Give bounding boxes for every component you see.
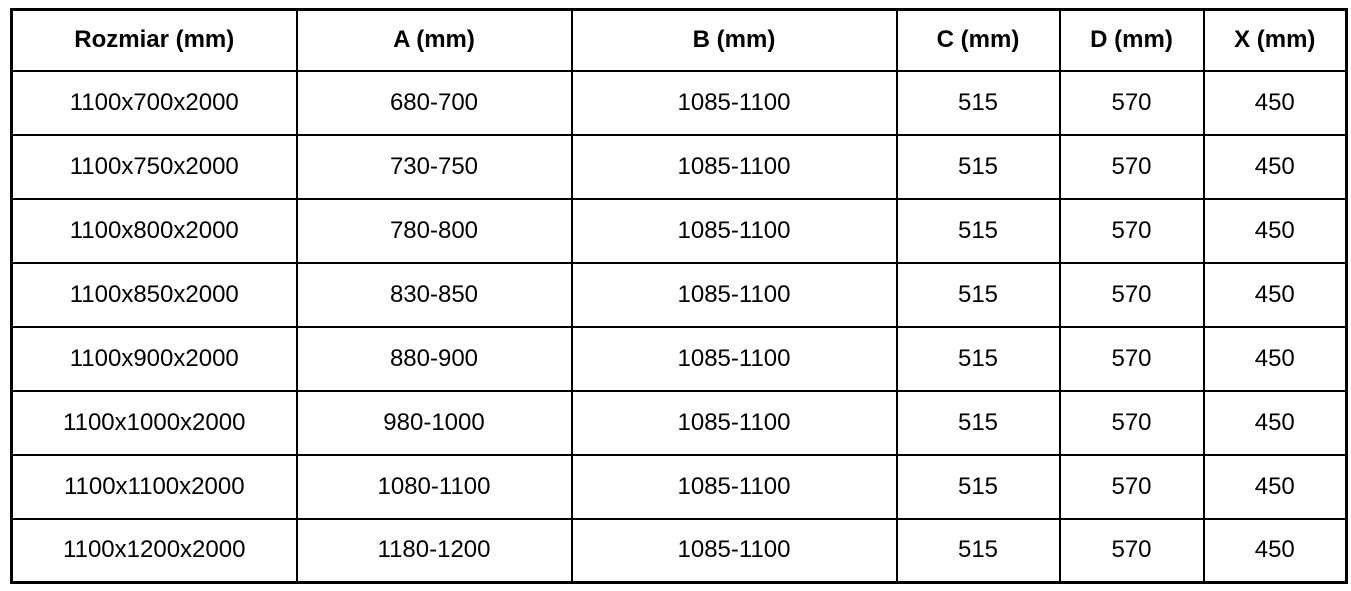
cell-a: 680-700 — [297, 71, 572, 135]
cell-x: 450 — [1204, 135, 1347, 199]
cell-b: 1085-1100 — [572, 391, 897, 455]
column-header-d: D (mm) — [1060, 10, 1204, 71]
cell-d: 570 — [1060, 455, 1204, 519]
column-header-x: X (mm) — [1204, 10, 1347, 71]
column-header-c: C (mm) — [897, 10, 1060, 71]
cell-x: 450 — [1204, 519, 1347, 583]
column-header-a: A (mm) — [297, 10, 572, 71]
cell-rozmiar: 1100x700x2000 — [12, 71, 297, 135]
size-table — [10, 8, 1348, 584]
cell-d: 570 — [1060, 199, 1204, 263]
header-row — [12, 10, 1347, 71]
cell-rozmiar: 1100x750x2000 — [12, 135, 297, 199]
table-row — [12, 455, 1347, 519]
cell-b: 1085-1100 — [572, 327, 897, 391]
cell-b: 1085-1100 — [572, 199, 897, 263]
cell-a: 780-800 — [297, 199, 572, 263]
cell-x: 450 — [1204, 327, 1347, 391]
cell-x: 450 — [1204, 263, 1347, 327]
cell-rozmiar: 1100x900x2000 — [12, 327, 297, 391]
table-row — [12, 263, 1347, 327]
cell-d: 570 — [1060, 71, 1204, 135]
table-row — [12, 391, 1347, 455]
cell-b: 1085-1100 — [572, 263, 897, 327]
cell-d: 570 — [1060, 391, 1204, 455]
cell-d: 570 — [1060, 327, 1204, 391]
cell-x: 450 — [1204, 455, 1347, 519]
cell-d: 570 — [1060, 263, 1204, 327]
cell-a: 1180-1200 — [297, 519, 572, 583]
table-row — [12, 199, 1347, 263]
cell-c: 515 — [897, 391, 1060, 455]
cell-c: 515 — [897, 263, 1060, 327]
cell-x: 450 — [1204, 199, 1347, 263]
cell-c: 515 — [897, 327, 1060, 391]
cell-a: 1080-1100 — [297, 455, 572, 519]
cell-rozmiar: 1100x1000x2000 — [12, 391, 297, 455]
cell-c: 515 — [897, 199, 1060, 263]
cell-b: 1085-1100 — [572, 455, 897, 519]
cell-a: 880-900 — [297, 327, 572, 391]
cell-a: 830-850 — [297, 263, 572, 327]
cell-c: 515 — [897, 71, 1060, 135]
column-header-rozmiar: Rozmiar (mm) — [12, 10, 297, 71]
column-header-b: B (mm) — [572, 10, 897, 71]
table-row — [12, 135, 1347, 199]
cell-c: 515 — [897, 455, 1060, 519]
cell-rozmiar: 1100x800x2000 — [12, 199, 297, 263]
table-row — [12, 71, 1347, 135]
cell-b: 1085-1100 — [572, 519, 897, 583]
cell-x: 450 — [1204, 391, 1347, 455]
cell-c: 515 — [897, 519, 1060, 583]
cell-rozmiar: 1100x850x2000 — [12, 263, 297, 327]
cell-x: 450 — [1204, 71, 1347, 135]
cell-a: 980-1000 — [297, 391, 572, 455]
cell-rozmiar: 1100x1200x2000 — [12, 519, 297, 583]
cell-rozmiar: 1100x1100x2000 — [12, 455, 297, 519]
cell-c: 515 — [897, 135, 1060, 199]
table-row — [12, 327, 1347, 391]
cell-b: 1085-1100 — [572, 135, 897, 199]
table-row — [12, 519, 1347, 583]
size-table-container — [10, 8, 1348, 584]
cell-d: 570 — [1060, 135, 1204, 199]
cell-b: 1085-1100 — [572, 71, 897, 135]
cell-d: 570 — [1060, 519, 1204, 583]
cell-a: 730-750 — [297, 135, 572, 199]
